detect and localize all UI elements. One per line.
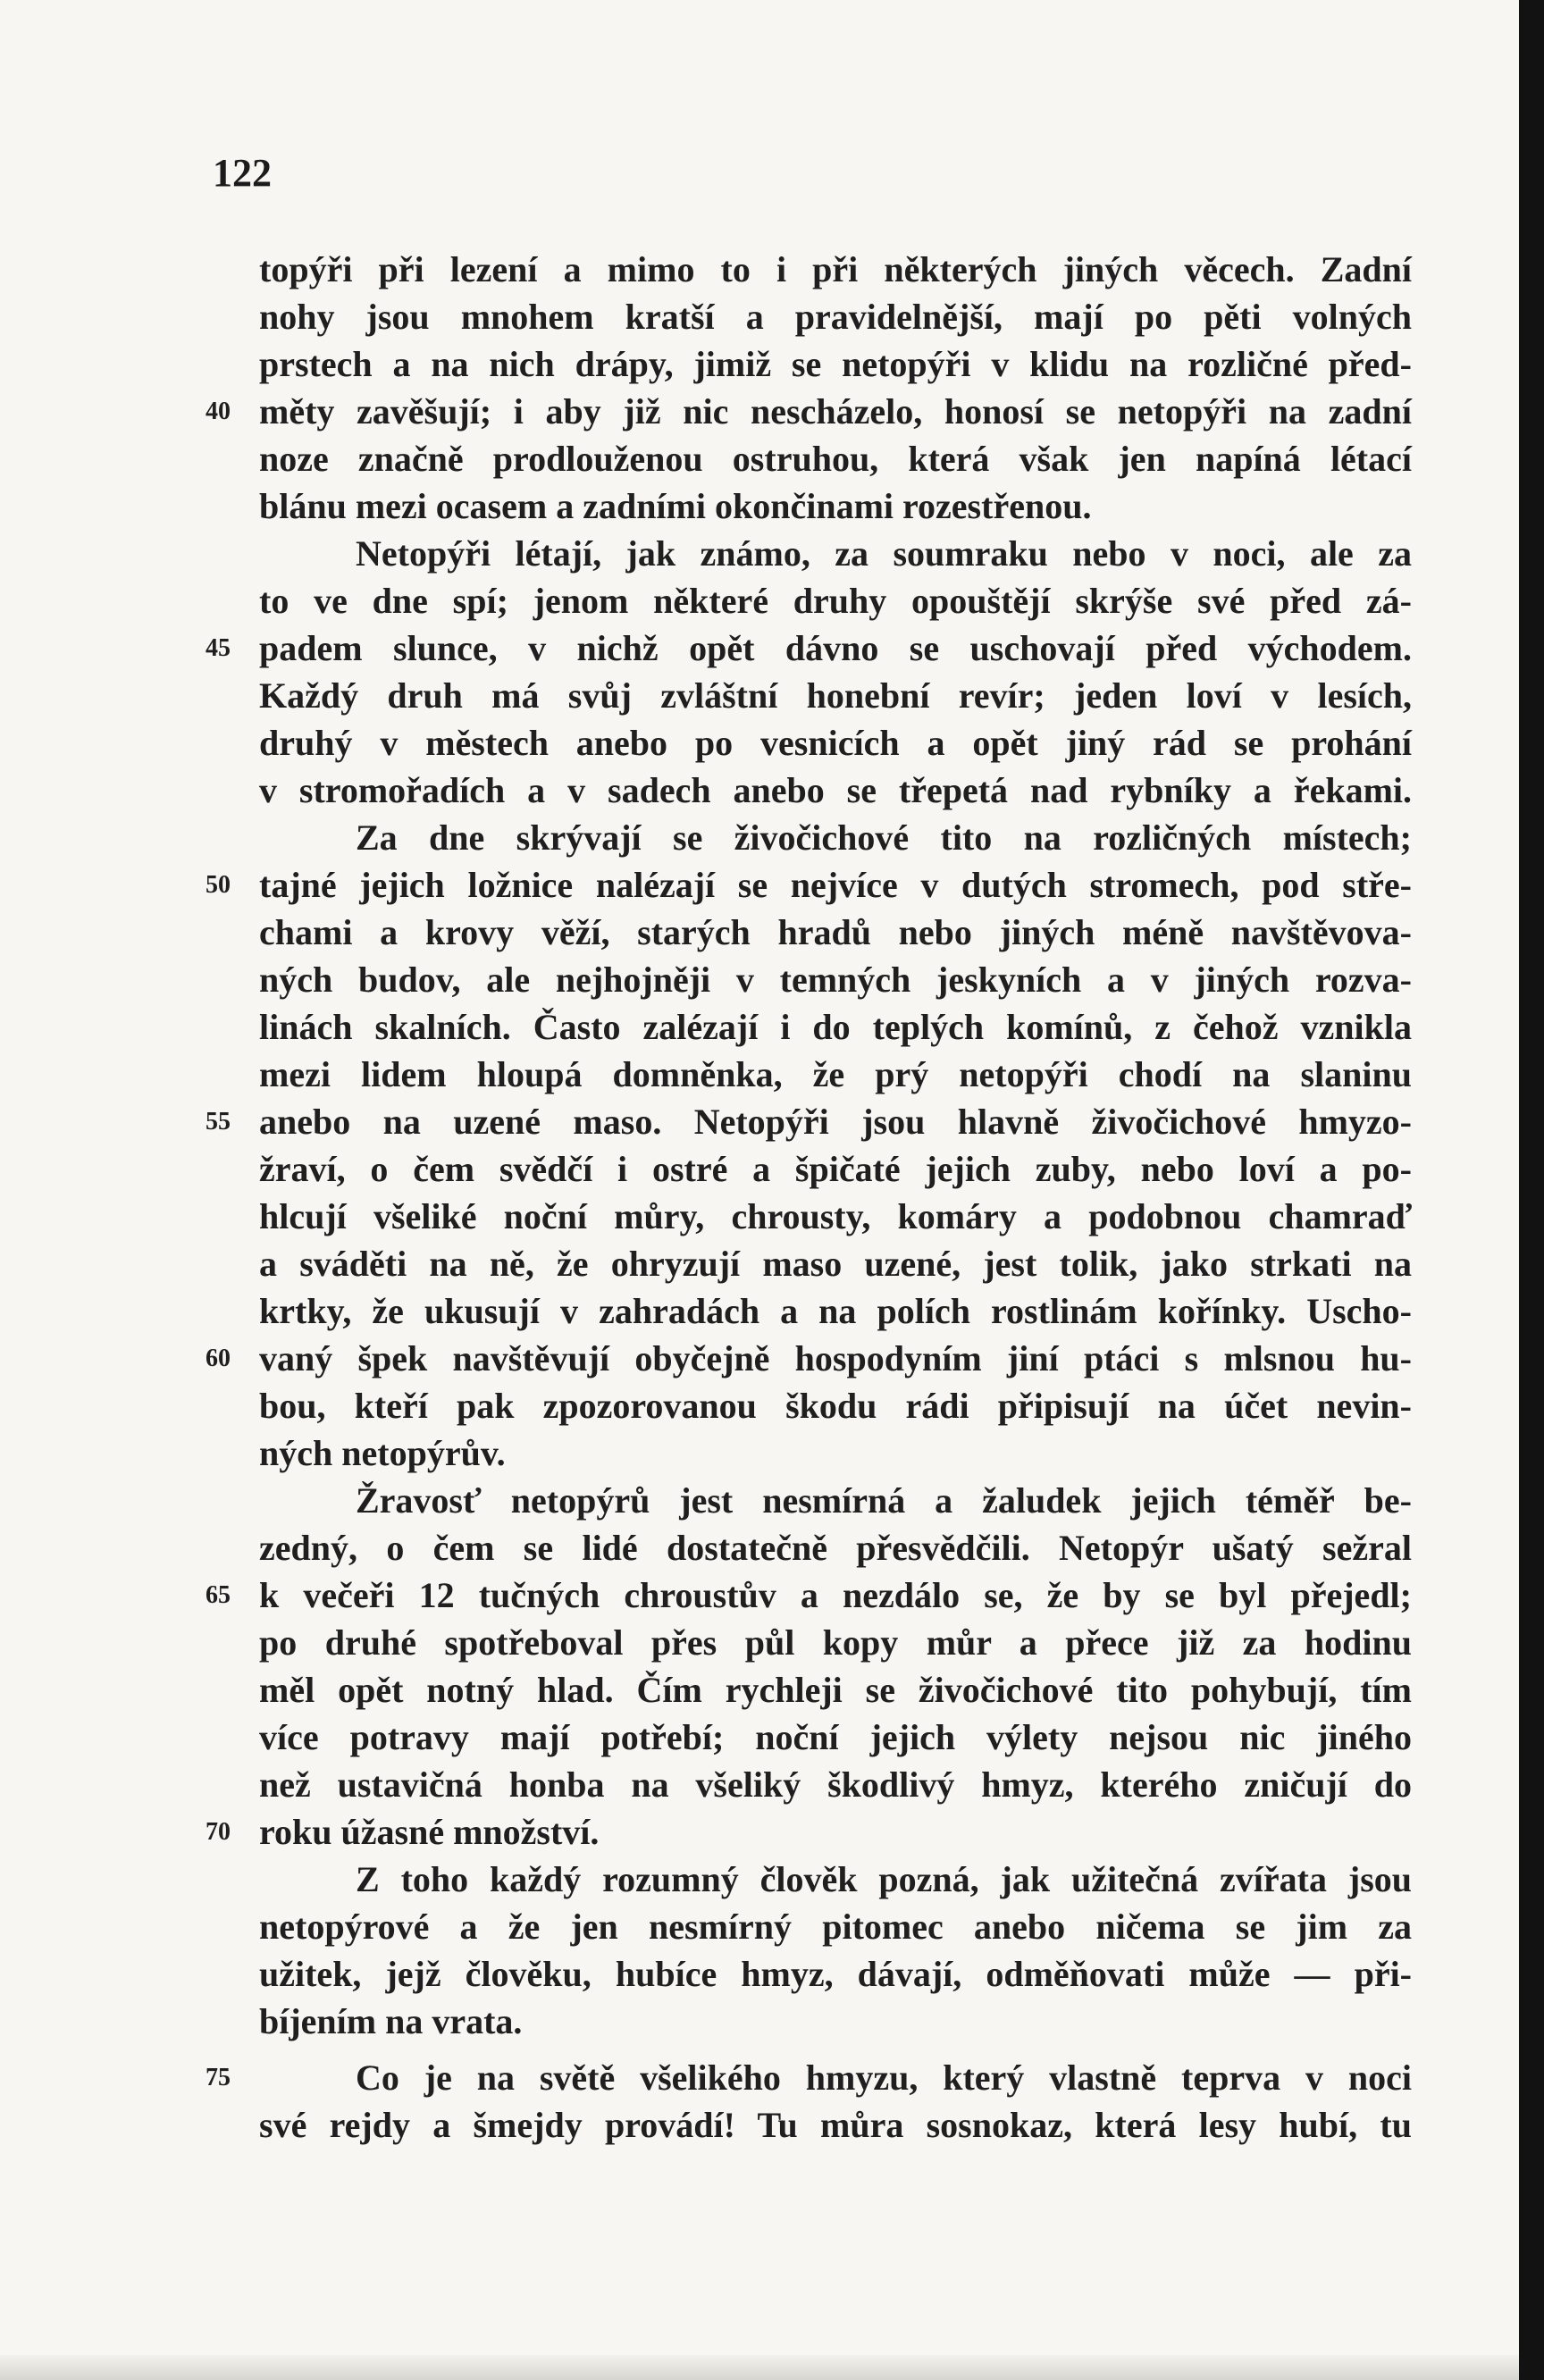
text-line: zedný, o čem se lidé dostatečně přesvědčili. Netopýr ušatý sežral [259, 1528, 1412, 1568]
text-line: Za dne skrývají se živočichové tito na rozličných místech; [356, 817, 1412, 858]
page-bottom-edge [0, 2355, 1519, 2380]
text-line: Netopýři létají, jak známo, za soumraku nebo v noci, ale za [356, 533, 1412, 574]
text-line: hlcují všeliké noční můry, chrousty, komáry a podobnou chamraď [259, 1196, 1412, 1236]
text-line: v stromořadích a v sadech anebo se třepetá nad rybníky a řekami. [259, 770, 1412, 810]
text-line: měl opět notný hlad. Čím rychleji se živočichové tito pohybují, tím [259, 1670, 1412, 1710]
text-line: 75 Co je na světě všelikého hmyzu, který vlastně teprva v noci [259, 2054, 1412, 2101]
text-line: netopýrové a že jen nesmírný pitomec anebo ničema se jim za [259, 1907, 1412, 1947]
line-number: 40 [206, 398, 231, 425]
line-number: 75 [206, 2064, 231, 2091]
line-number: 50 [206, 871, 231, 899]
text-line: linách skalních. Často zalézají i do teplých komínů, z čehož vznikla [259, 1007, 1412, 1047]
scan-border [1519, 0, 1544, 2380]
text-line: bou, kteří pak zpozorovanou škodu rádi připisují na účet nevin- [259, 1386, 1412, 1426]
text-line: blánu mezi ocasem a zadními okončinami rozestřenou. [259, 486, 1092, 526]
text-line: chami a krovy věží, starých hradů nebo jiných méně navštěvova- [259, 912, 1412, 952]
text-line: ných netopýrův. [259, 1433, 506, 1473]
text-line: topýři při lezení a mimo to i při některých jiných věcech. Zadní [259, 249, 1412, 289]
body-text [206, 246, 1412, 2149]
text-line: 55 anebo na uzené maso. Netopýři jsou hlavně živočichové hmyzo- [259, 1098, 1412, 1145]
text-line: Každý druh má svůj zvláštní honební revír; jeden loví v lesích, [259, 675, 1412, 716]
text-line: noze značně prodlouženou ostruhou, která však jen napíná létací [259, 439, 1412, 479]
line-number: 60 [206, 1345, 231, 1372]
line-number: 45 [206, 634, 231, 662]
line-number: 55 [206, 1108, 231, 1136]
text-line: to ve dne spí; jenom některé druhy opouštějí skrýše své před zá- [259, 581, 1412, 621]
text-line: než ustavičná honba na všeliký škodlivý hmyz, kterého zničují do [259, 1764, 1412, 1805]
line-number: 70 [206, 1818, 231, 1846]
text-line: a sváděti na ně, že ohryzují maso uzené, jest tolik, jako strkati na [259, 1244, 1412, 1284]
text-line: 45 padem slunce, v nichž opět dávno se uschovají před východem. [259, 624, 1412, 672]
text-line: bíjením na vrata. [259, 2001, 523, 2041]
text-line: prstech a na nich drápy, jimiž se netopýři v klidu na rozličné před- [259, 344, 1412, 384]
text-line: druhý v městech anebo po vesnicích a opět jiný rád se prohání [259, 723, 1412, 763]
text-line: mezi lidem hloupá domněnka, že prý netopýři chodí na slaninu [259, 1054, 1412, 1094]
text-line: 50 tajné jejich ložnice nalézají se nejvíce v dutých stromech, pod stře- [259, 861, 1412, 909]
text-line: užitek, jejž člověku, hubíce hmyz, dávají, odměňovati může — při- [259, 1954, 1412, 1994]
text-line: žraví, o čem svědčí i ostré a špičaté jejich zuby, nebo loví a po- [259, 1149, 1412, 1189]
page-number: 122 [213, 151, 272, 195]
text-line: krtky, že ukusují v zahradách a na polích rostlinám kořínky. Uscho- [259, 1291, 1412, 1331]
text-line: 40 měty zavěšují; i aby již nic nescházelo, honosí se netopýři na zadní [259, 388, 1412, 435]
text-line: 70 roku úžasné množství. [259, 1808, 1412, 1856]
line-number: 65 [206, 1581, 231, 1609]
text-line: 65 k večeři 12 tučných chroustův a nezdálo se, že by se byl přejedl; [259, 1571, 1412, 1619]
text-line: nohy jsou mnohem kratší a pravidelnější, mají po pěti volných [259, 297, 1412, 337]
text-line: své rejdy a šmejdy provádí! Tu můra sosnokaz, která lesy hubí, tu [259, 2105, 1412, 2145]
text-line: Žravosť netopýrů jest nesmírná a žaludek jejich téměř be- [356, 1480, 1412, 1521]
text-line: 60 vaný špek navštěvují obyčejně hospodyním jiní ptáci s mlsnou hu- [259, 1335, 1412, 1382]
text-line: více potravy mají potřebí; noční jejich výlety nejsou nic jiného [259, 1717, 1412, 1757]
text-line: Z toho každý rozumný člověk pozná, jak užitečná zvířata jsou [356, 1859, 1412, 1899]
text-line: po druhé spotřeboval přes půl kopy můr a přece již za hodinu [259, 1622, 1412, 1663]
text-line: ných budov, ale nejhojněji v temných jeskyních a v jiných rozva- [259, 960, 1412, 1000]
